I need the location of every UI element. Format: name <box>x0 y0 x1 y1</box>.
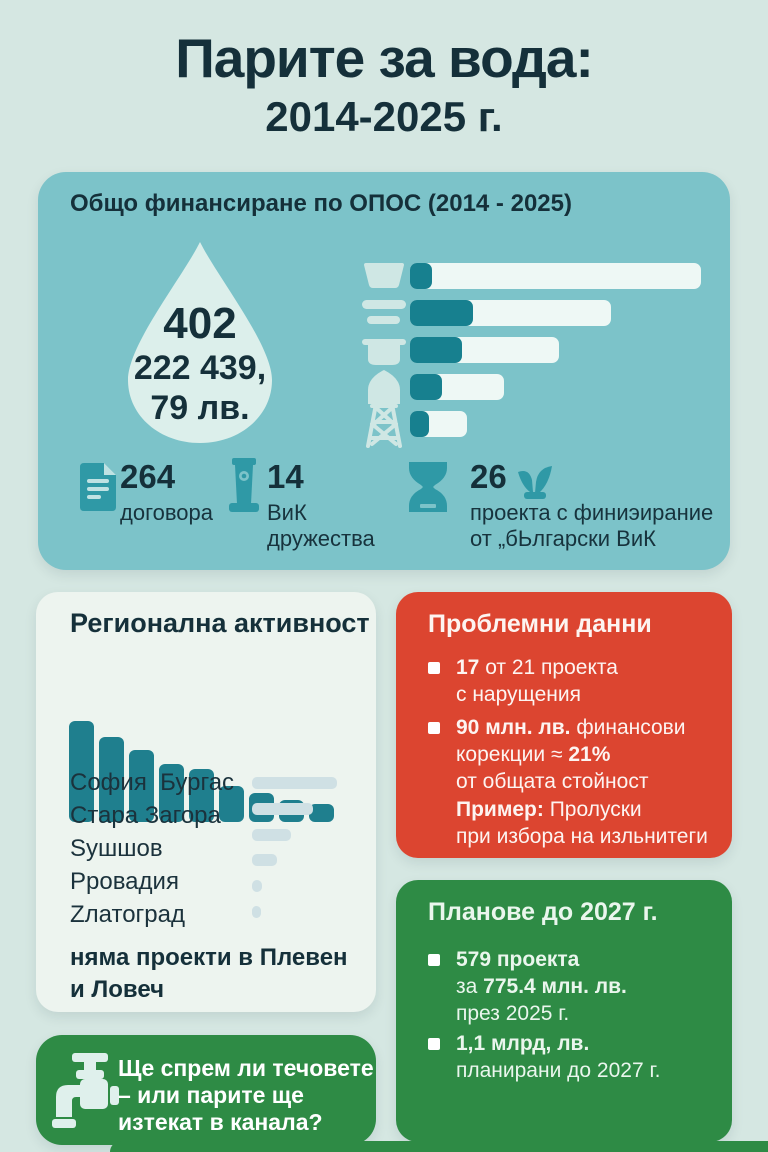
mini-bar <box>252 906 261 918</box>
text-segment: при избора на изльнитеги <box>456 825 708 848</box>
text-line: Рровадия <box>70 868 179 895</box>
text-line: проекта с финиэирание <box>470 500 714 525</box>
text-segment: планирани до 2027 г. <box>456 1059 661 1082</box>
text-line: ВиК <box>267 500 307 525</box>
funding-bar-fill <box>410 374 442 400</box>
regional-card-title: Регионална активност <box>70 608 370 638</box>
projects-label <box>470 500 713 552</box>
mini-bar <box>252 854 277 866</box>
funding-bar-track <box>410 411 467 437</box>
mini-bar <box>252 803 313 815</box>
funding-bar-fill <box>410 263 432 289</box>
funding-bar-row <box>358 300 611 326</box>
lattice-tower-icon <box>358 398 410 450</box>
text-line <box>456 768 686 795</box>
text-line <box>456 681 618 708</box>
faucet-icon <box>52 1053 126 1138</box>
hydrant-icon <box>227 458 261 519</box>
problem-item-1 <box>456 654 618 708</box>
text-line <box>456 796 708 823</box>
text-segment: от общата стойност <box>456 770 649 793</box>
funding-bar-fill <box>410 411 429 437</box>
funding-bar-row <box>358 263 701 289</box>
text-segment: Пример: <box>456 798 544 821</box>
text-segment: 579 проекта <box>456 948 580 971</box>
amount-line-3: 79 лв. <box>150 389 250 427</box>
regional-card <box>36 592 376 1012</box>
problem-example <box>456 796 708 850</box>
funding-bar-row <box>358 337 559 363</box>
plans-card <box>396 880 732 1142</box>
bullet-square-icon <box>428 722 440 734</box>
plan-item-2 <box>456 1030 660 1084</box>
text-line: Zлатоград <box>70 901 186 928</box>
text-line: Стара Загора <box>70 802 221 829</box>
bullet-square-icon <box>428 954 440 966</box>
text-line: и Ловеч <box>70 976 165 1003</box>
funding-bar-fill <box>410 337 462 363</box>
city-list <box>70 766 234 931</box>
text-segment: през 2025 г. <box>456 1002 570 1025</box>
problems-card <box>396 592 732 858</box>
text-segment: 17 <box>456 656 480 679</box>
pot-icon <box>358 335 410 365</box>
text-line <box>456 1030 660 1057</box>
text-segment: 21% <box>568 743 611 766</box>
text-line <box>456 741 686 768</box>
page-title: Парите за вода: <box>175 27 593 89</box>
text-line <box>456 1057 660 1084</box>
bottom-accent-band <box>110 1141 768 1152</box>
total-funding-amount <box>110 300 290 428</box>
plan-item-1 <box>456 946 627 1027</box>
text-segment: от 21 проекта <box>479 656 618 679</box>
text-line <box>456 823 708 850</box>
funding-bar-row <box>358 374 504 400</box>
pipes-icon <box>358 300 410 326</box>
text-segment: 775.4 млн. лв. <box>483 975 627 998</box>
question-text <box>118 1055 374 1136</box>
text-line: София Бургас <box>70 769 235 796</box>
plans-card-title: Планове до 2027 г. <box>428 898 658 926</box>
utilities-label <box>267 500 375 552</box>
text-line <box>456 714 686 741</box>
text-line: – или парите ще <box>118 1082 304 1108</box>
text-line: изтекат в канала? <box>118 1109 323 1135</box>
funding-card-title: Общо финансиране по ОПОС (2014 - 2025) <box>70 190 572 217</box>
text-segment: финансови <box>570 716 686 739</box>
projects-count: 26 <box>470 458 507 495</box>
no-projects-note <box>70 942 348 1006</box>
text-line: договора <box>120 500 213 525</box>
hourglass-icon <box>405 462 451 517</box>
text-line: от „бЬлгарски ВиК <box>470 526 656 551</box>
text-line <box>456 946 627 973</box>
bullet-square-icon <box>428 1038 440 1050</box>
text-segment: за <box>456 975 484 998</box>
text-line: Ще спрем ли течовете <box>118 1055 374 1081</box>
question-card <box>36 1035 376 1145</box>
funding-bar-track <box>410 374 504 400</box>
contracts-count: 264 <box>120 458 176 495</box>
mini-bar-chart <box>252 777 352 927</box>
funding-bar-track <box>410 263 701 289</box>
contracts-label <box>120 500 213 526</box>
funding-bar-row <box>358 411 467 437</box>
text-line <box>456 654 618 681</box>
page-subtitle: 2014-2025 г. <box>265 93 503 140</box>
mini-bar <box>252 880 262 892</box>
text-segment: Пролуски <box>543 798 642 821</box>
text-segment: с нарущения <box>456 683 581 706</box>
funding-card <box>38 172 730 570</box>
basin-icon <box>358 263 410 289</box>
text-line: няма проекти в Плевен <box>70 944 348 971</box>
text-line: дружества <box>267 526 375 551</box>
utilities-count: 14 <box>267 458 304 495</box>
text-segment: 90 млн. лв. <box>456 716 571 739</box>
mini-bar <box>252 777 337 789</box>
text-segment: корекции ≈ <box>456 743 569 766</box>
funding-bar-track <box>410 300 611 326</box>
document-icon <box>80 463 116 516</box>
text-segment: 1,1 млрд, лв. <box>456 1032 590 1055</box>
funding-bar-fill <box>410 300 473 326</box>
text-line <box>456 1000 627 1027</box>
funding-bar-track <box>410 337 559 363</box>
mini-bar <box>252 829 291 841</box>
bullet-square-icon <box>428 662 440 674</box>
problems-card-title: Проблемни данни <box>428 610 652 638</box>
amount-line-1: 402 <box>163 299 237 348</box>
text-line <box>456 973 627 1000</box>
text-line: Sушшов <box>70 835 163 862</box>
problem-item-2 <box>456 714 686 795</box>
amount-line-2: 222 439, <box>133 349 267 387</box>
